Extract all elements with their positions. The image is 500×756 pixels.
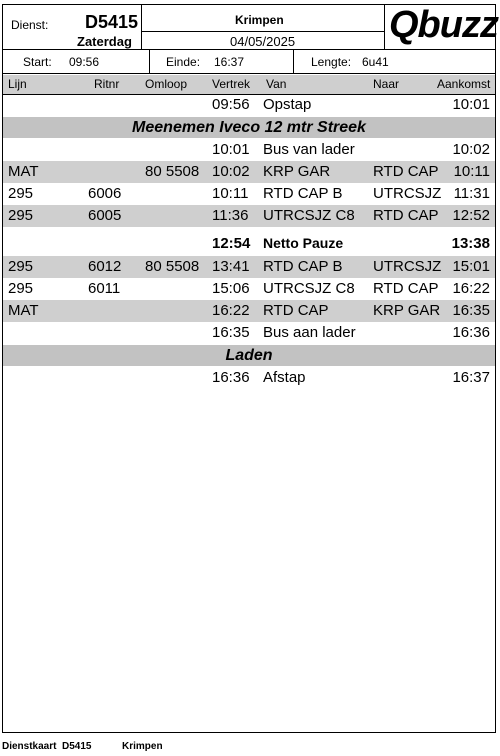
footer-location: Krimpen (122, 741, 163, 752)
cell-ritnr: 6012 (88, 258, 122, 275)
column-header (3, 75, 495, 95)
cell-omloop: 80 5508 (145, 163, 200, 180)
cell-vertrek: 09:56 (212, 96, 250, 113)
cell-van: UTRCSJZ C8 (263, 280, 355, 297)
cell-vertrek: 11:36 (212, 207, 249, 224)
cell-aankomst: 13:38 (451, 235, 490, 252)
col-naar: Naar (373, 77, 400, 91)
cell-van: Afstap (263, 369, 306, 386)
cell-vertrek: 13:41 (212, 258, 250, 275)
cell-van: RTD CAP B (263, 258, 343, 275)
col-ritnr: Ritnr (94, 77, 120, 91)
cell-aankomst: 16:35 (452, 302, 490, 319)
cell-aankomst: 16:22 (452, 280, 490, 297)
location: Krimpen (235, 13, 284, 27)
cell-lijn: MAT (8, 302, 39, 319)
start-label: Start: (23, 55, 52, 69)
table-row (3, 205, 495, 227)
einde-value: 16:37 (214, 55, 245, 69)
cell-van: Opstap (263, 96, 312, 113)
cell-lijn: 295 (8, 258, 34, 275)
table-row (3, 256, 495, 278)
footer-title: Dienstkaart (2, 741, 57, 752)
table-row (3, 300, 495, 322)
col-vertrek: Vertrek (212, 77, 251, 91)
cell-aankomst: 10:11 (453, 163, 490, 180)
cell-aankomst: 10:01 (452, 96, 490, 113)
footer-code: D5415 (62, 741, 92, 752)
cell-van: RTD CAP (263, 302, 329, 319)
table-row (3, 94, 495, 116)
cell-ritnr: 6011 (88, 280, 121, 297)
dienst-label: Dienst: (11, 18, 49, 32)
lengte-label: Lengte: (311, 55, 352, 69)
cell-lijn: 295 (8, 185, 34, 202)
cell-vertrek: 15:06 (212, 280, 250, 297)
date: 04/05/2025 (230, 34, 296, 49)
cell-lijn: MAT (8, 163, 39, 180)
col-omloop: Omloop (145, 77, 188, 91)
cell-aankomst: 15:01 (452, 258, 490, 275)
dienst-day: Zaterdag (77, 34, 132, 49)
duty-card (2, 4, 496, 733)
col-van: Van (266, 77, 287, 91)
table-row (3, 233, 495, 255)
cell-ritnr: 6005 (88, 207, 122, 224)
cell-aankomst: 12:52 (452, 207, 490, 224)
cell-lijn: 295 (8, 280, 34, 297)
cell-van: Bus van lader (263, 141, 355, 158)
table-row (3, 367, 495, 389)
cell-naar: RTD CAP (373, 163, 439, 180)
cell-naar: RTD CAP (373, 207, 439, 224)
cell-vertrek: 16:35 (212, 324, 250, 341)
qbuzz-logo: Qbuzz (389, 4, 498, 46)
cell-van: Bus aan lader (263, 324, 356, 341)
col-lijn: Lijn (8, 77, 27, 91)
cell-omloop: 80 5508 (145, 258, 200, 275)
cell-vertrek: 16:36 (212, 369, 250, 386)
cell-aankomst: 16:37 (452, 369, 490, 386)
dienst-code: D5415 (85, 12, 139, 32)
table-row (3, 161, 495, 183)
cell-vertrek: 10:02 (212, 163, 250, 180)
cell-van: RTD CAP B (263, 185, 343, 202)
einde-label: Einde: (166, 55, 201, 69)
cell-aankomst: 11:31 (453, 185, 490, 202)
cell-van: KRP GAR (263, 163, 331, 180)
section-vehicle: Meenemen Iveco 12 mtr Streek (3, 117, 495, 138)
lengte-value: 6u41 (362, 55, 389, 69)
cell-vertrek: 16:22 (212, 302, 250, 319)
cell-naar: UTRCSJZ (373, 258, 442, 275)
table-row (3, 139, 495, 161)
cell-van: UTRCSJZ C8 (263, 207, 355, 224)
cell-naar: UTRCSJZ (373, 185, 442, 202)
section-laden: Laden (3, 345, 495, 366)
cell-ritnr: 6006 (88, 185, 122, 202)
cell-aankomst: 16:36 (452, 324, 490, 341)
table-row (3, 278, 495, 300)
table-row (3, 183, 495, 205)
cell-vertrek: 10:11 (212, 185, 249, 202)
cell-van: Netto Pauze (263, 235, 344, 251)
col-aankomst: Aankomst (437, 77, 491, 91)
cell-lijn: 295 (8, 207, 34, 224)
table-row (3, 322, 495, 344)
cell-vertrek: 10:01 (212, 141, 250, 158)
cell-vertrek: 12:54 (212, 235, 251, 252)
cell-aankomst: 10:02 (452, 141, 490, 158)
cell-naar: RTD CAP (373, 280, 439, 297)
start-value: 09:56 (69, 55, 100, 69)
cell-naar: KRP GAR (373, 302, 441, 319)
